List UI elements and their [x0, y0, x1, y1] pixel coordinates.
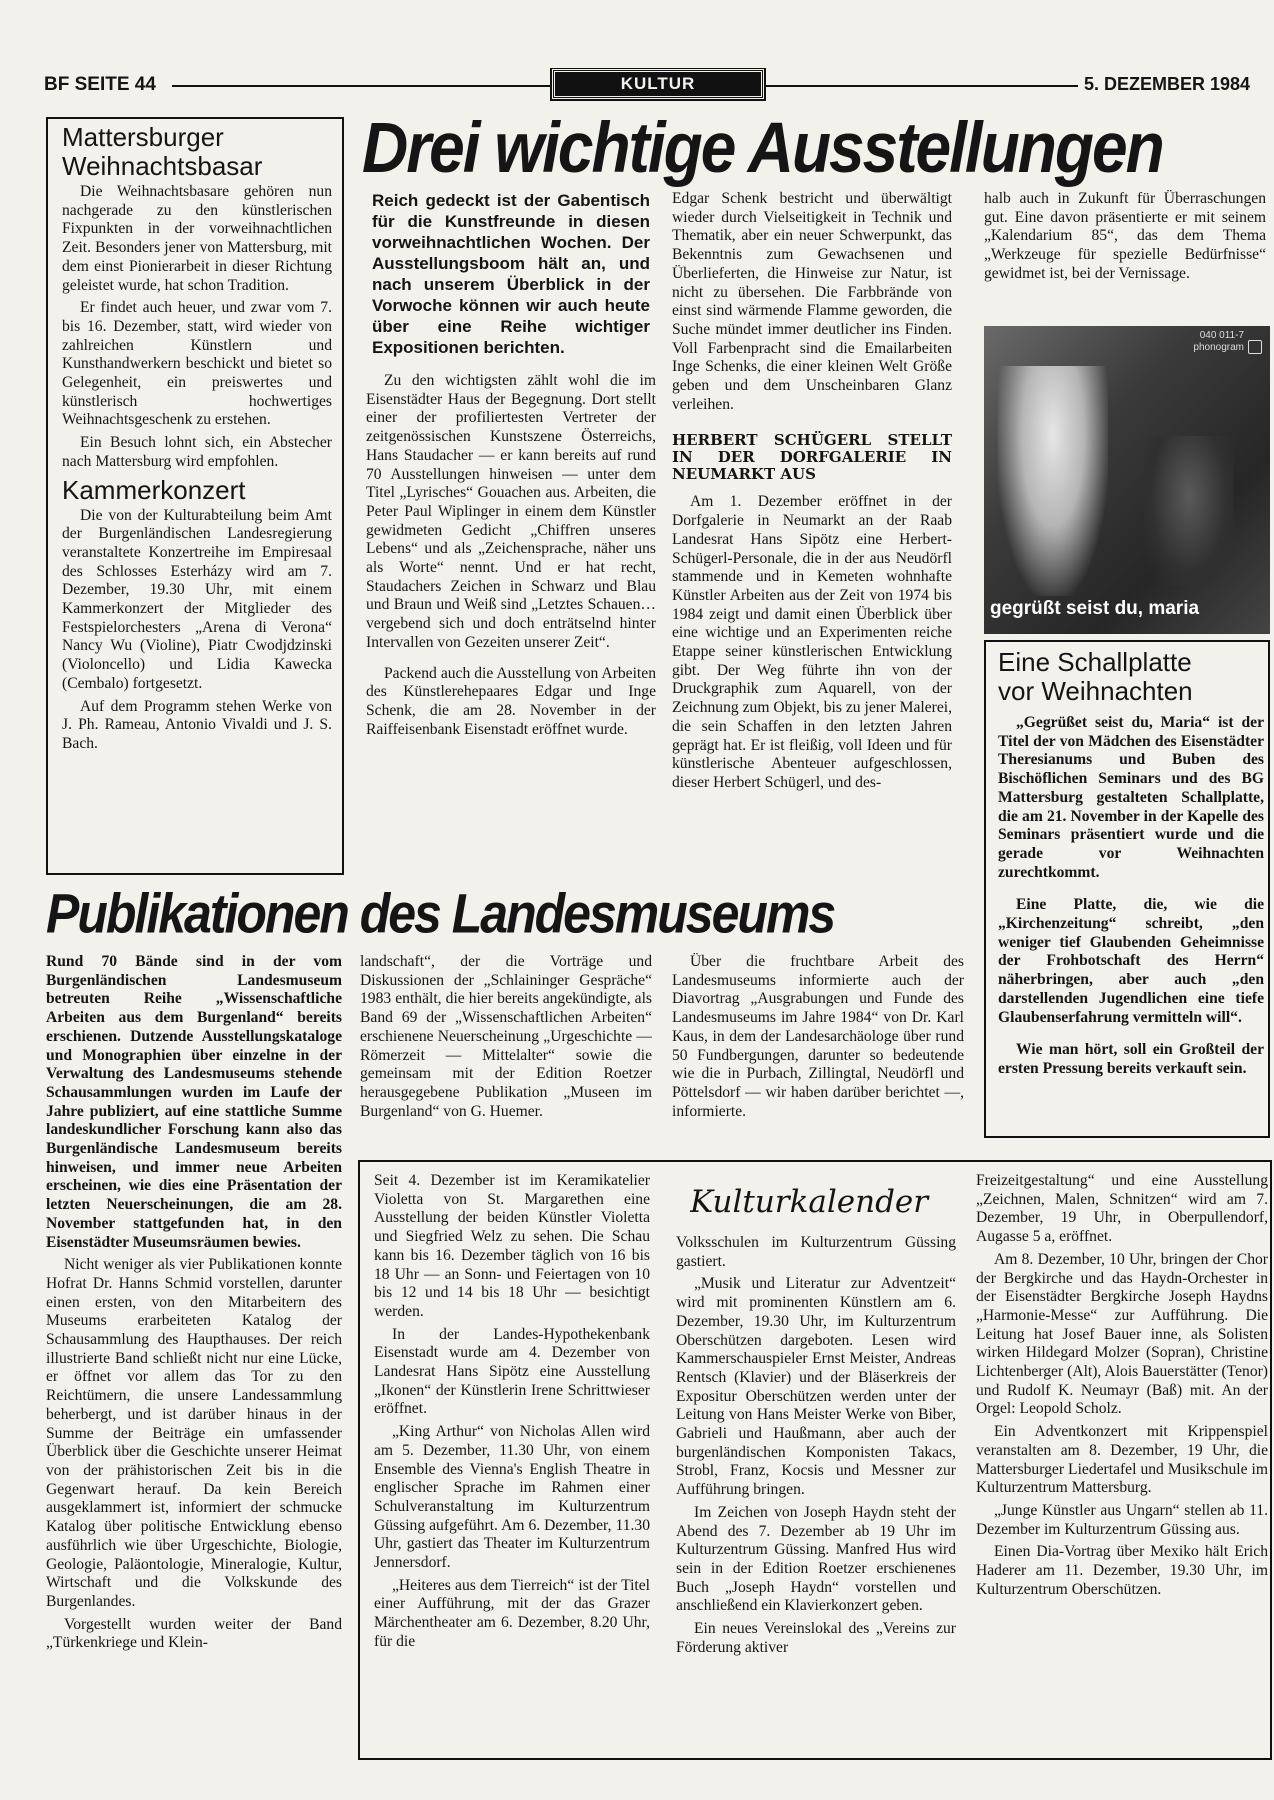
landesmuseum-headline: Publikationen des Landesmuseums	[46, 882, 835, 945]
kalender-entry: Einen Dia-Vortrag über Mexiko hält Erich Haderer am 11. Dezember, 19.30 Uhr, im Kulturzentrum Oberschützen.	[976, 1543, 1268, 1598]
main-headline: Drei wichtige Ausstellungen	[362, 108, 1163, 188]
landesmuseum-lead: Rund 70 Bände sind in der vom Burgenländischen Landesmuseum betreuten Reihe „Wissenschaftliche Arbeiten aus dem Burgenland“ bereits erschienen. Dutzende Ausstellungskataloge und Monographien über einzelne in der Verwaltung des Landesmuseums stehende Schausammlungen wurden im Laufe der Jahre publiziert, auf eine stattliche Summe landeskundlicher Forschung kann also das Burgenländische Landesmuseum bereits hinweisen, und immer neue Arbeiten erscheinen, wie dies eine Präsentation der letzten Neuerscheinungen, die am 28. November stattgefunden hat, in den Eisenstädter Museumsräumen bewies.	[46, 953, 342, 1251]
landesmuseum-paragraph: Nicht weniger als vier Publikationen konnte Hofrat Dr. Hanns Schmid vorstellen, darunter einen ersten, von den Mitarbeitern des Museums erarbeiteten Katalog der Schausammlung des Haupthauses. Der reich illustrierte Band schließt nicht nur eine Lücke, er öffnet vor allem das Tor zu den Reichtümern, die unsere Landessammlung beherbergt, und ist darüber hinaus in der Summe der Beiträge ein umfassender Überblick über die Geschichte unserer Heimat von der prähistorischen Zeit bis in die Gegenwart herauf. Da kein Bereich ausgeklammert ist, informiert der schmucke Katalog über politische Entwicklung ebenso ausführlich wie über Urgeschichte, Biologie, Geologie, Paläontologie, Mineralogie, Kultur, Wirtschaft und die Volkskunde des Burgenlandes.	[46, 1256, 342, 1610]
left-news-box	[46, 117, 344, 875]
main-column-1	[366, 190, 656, 880]
figure-silhouette-right	[1144, 436, 1234, 586]
schallplatte-paragraph: Eine Platte, die, wie die „Kirchenzeitung“ schreibt, „den weniger tief Glaubenden Geheimnisse der Frohbotschaft des Herrn“ näherbringen, aber auch „den darstellenden Jugendlichen eine tiefe Glaubenserfahrung vermitteln will“.	[998, 896, 1264, 1026]
landesmuseum-paragraph: Vorgestellt wurden weiter der Band „Türkenkriege und Klein-	[46, 1615, 342, 1652]
figure-silhouette-left	[998, 366, 1108, 596]
kalender-column-3	[976, 1172, 1268, 1754]
main-paragraph: Packend auch die Ausstellung von Arbeiten des Künstlerehepaares Edgar und Inge Schenk, die am 28. November in der Raiffeisenbank Eisenstadt eröffnet wurde.	[366, 664, 656, 738]
page-number: BF SEITE 44	[44, 74, 156, 95]
kalender-entry: In der Landes-Hypothekenbank Eisenstadt wurde am 4. Dezember von Landesrat Hans Sipötz eine Ausstellung „Ikonen“ der Künstlerin Irene Schrittwieser eröffnet.	[374, 1325, 650, 1418]
kalender-entry: „Heiteres aus dem Tierreich“ ist der Titel einer Aufführung, mit der das Grazer Märchentheater am 6. Dezember, 8.20 Uhr, für die	[374, 1576, 650, 1650]
main-paragraph: halb auch in Zukunft für Überraschungen gut. Eine davon präsentierte er mit seinem „Kalendarium 85“, das dem Thema „Werkzeuge für spezielle Bedürfnisse“ gewidmet ist, bei der Vernissage.	[984, 190, 1266, 282]
kalender-entry: Ein neues Vereinslokal des „Vereins zur Förderung aktiver	[676, 1620, 956, 1656]
kalender-entry: Am 8. Dezember, 10 Uhr, bringen der Chor der Bergkirche und das Haydn-Orchester in der Eisenstädter Bergkirche Joseph Haydns „Harmonie-Messe“ zur Aufführung. Die Leitung hat Josef Bauer inne, als Solisten wirken Hildegard Molzer (Sopran), Christine Lichtenberger (Alt), Alois Bauerstätter (Tenor) und Rudolf K. Neumayr (Baß) mit. An der Orgel: Leopold Scholz.	[976, 1250, 1268, 1418]
schallplatte-box	[984, 640, 1270, 1138]
record-label: phonogram	[1193, 342, 1244, 353]
section-label: KULTUR	[552, 69, 764, 99]
schuegerl-subhead: HERBERT SCHÜGERL STELLT IN DER DORFGALERIE IN NEUMARKT AUS	[672, 431, 952, 484]
kulturkalender-box	[358, 1160, 1272, 1760]
basar-title-line1: Mattersburger	[62, 122, 224, 152]
header-rule-left	[172, 85, 550, 87]
kalender-entry: Freizeitgestaltung“ und eine Ausstellung „Zeichnen, Malen, Schnitzen“ wird am 7. Dezember, 19 Uhr, in Oberpullendorf, Augasse 5 a, eröffnet.	[976, 1172, 1268, 1246]
kalender-entry: „King Arthur“ von Nicholas Allen wird am 5. Dezember, 11.30 Uhr, von einem Ensemble des Vienna's English Theatre in englischer Sprache im Rahmen einer Schulveranstaltung im Kulturzentrum Güssing aufgeführt. Am 6. Dezember, 11.30 Uhr, gastiert das Theater im Kulturzentrum Jennersdorf.	[374, 1423, 650, 1572]
basar-title-line2: Weihnachtsbasar	[62, 151, 263, 181]
kalender-column-2	[676, 1234, 956, 1754]
landesmuseum-paragraph: landschaft“, der die Vorträge und Diskussionen der „Schlaininger Gespräche“ 1983 enthält, die hier bereits angekündigte, als Band 69 der „Wissenschaftlichen Arbeiten“ erschienene Neuerscheinung „Urgeschichte — Römerzeit — Mittelalter“ sowie die gemeinsam mit der Edition Roetzer herausgegebene Publikation „Museen im Burgenland“ von G. Huemer.	[360, 953, 652, 1120]
kalender-column-1	[374, 1172, 650, 1754]
schallplatte-text	[998, 714, 1264, 1079]
main-paragraph: Am 1. Dezember eröffnet in der Dorfgalerie in Neumarkt an der Raab Landesrat Hans Sipötz eine Herbert-Schügerl-Personale, die in der aus Neudörfl stammende und in Kemeten wohnhafte Künstler Arbeiten aus der Zeit von 1974 bis 1984 zeigt und damit einen Überblick über eine wichtige und an Experimenten reiche Etappe seiner künstlerischen Entwicklung gibt. Der Weg führte ihn von der Druckgraphik zum Aquarell, von der Zeichnung zum Objekt, bis zu jener Malerei, die sein Schaffen in den letzten Jahren geprägt hat. Er ist fleißig, voll Ideen und für künstlerische Abenteuer aufgeschlossen, dieser Herbert Schügerl, und des-	[672, 493, 952, 791]
kalender-title: Kulturkalender	[690, 1184, 929, 1220]
schallplatte-title	[998, 648, 1264, 706]
kalender-entry: Volksschulen im Kulturzentrum Güssing gastiert.	[676, 1234, 956, 1270]
basar-paragraph: Er findet auch heuer, und zwar vom 7. bis 16. Dezember, statt, wird wieder von zahlreichen Künstlern und Kunsthandwerkern beschickt und bietet so Gelegenheit, ein preiswertes und künstlerisch hochwertiges Weihnachtsgeschenk zu erstehen.	[62, 299, 332, 429]
main-lead: Reich gedeckt ist der Gabentisch für die Kunstfreunde in diesen vorweihnachtlichen Wochen. Der Ausstellungsboom hält an, und nach unserem Überblick in der Vorwoche können wir auch heute über eine Reihe wichtiger Expositionen berichten.	[372, 191, 650, 357]
schallplatte-paragraph: „Gegrüßet seist du, Maria“ ist der Titel der von Mädchen des Eisenstädter Theresianums und Buben des Bischöflichen Seminars und des BG Mattersburg gestalteten Schallplatte, die am 21. November in der Kapelle des Seminars präsentiert wurde und die gerade vor Weihnachten zurechtkommt.	[998, 714, 1264, 881]
record-code: 040 011-7	[1199, 330, 1244, 341]
kalender-entry: Seit 4. Dezember ist im Keramikatelier Violetta von St. Margarethen eine Ausstellung der beiden Künstler Violetta und Siegfried Welz zu sehen. Die Schau kann bis 16. Dezember täglich von 16 bis 18 Uhr — an Sonn- und Feiertagen von 10 bis 12 und 14 bis 18 Uhr — besichtigt werden.	[374, 1172, 650, 1320]
landesmuseum-column-3	[672, 953, 964, 1153]
landesmuseum-column-2	[360, 953, 652, 1153]
main-paragraph: Edgar Schenk bestricht und überwältigt wieder durch Vielseitigkeit in Technik und Thematik, aber ein neuer Schwerpunkt, das Bekenntnis zum Gewachsenen und Überlieferten, die Hinweise zur Natur, ist nicht zu übersehen. Die Farbbrände von einst sind wärmende Flamme geworden, die Suche mündet immer deutlicher ins Finden. Voll Farbenpracht sind die Emailarbeiten Inge Schenks, die einer kleinen Welt Größe geben und dem Unscheinbaren Glanz verleihen.	[672, 190, 952, 413]
basar-text	[62, 183, 332, 472]
schallplatte-paragraph: Wie man hört, soll ein Großteil der ersten Pressung bereits verkauft sein.	[998, 1041, 1264, 1077]
landesmuseum-column-1	[46, 953, 342, 1758]
basar-title	[62, 123, 332, 181]
schallplatte-title-line1: Eine Schallplatte	[998, 647, 1192, 677]
page-header	[0, 68, 1274, 104]
kalender-entry: „Junge Künstler aus Ungarn“ stellen ab 11. Dezember im Kulturzentrum Güssing aus.	[976, 1501, 1268, 1538]
kammer-text	[62, 507, 332, 754]
main-paragraph: Zu den wichtigsten zählt wohl die im Eisenstädter Haus der Begegnung. Dort stellt einer der profiliertesten Vertreter der zeitgenössischen Kunstszene Österreichs, Hans Staudacher — er kann bereits auf rund 70 Ausstellungen hinweisen — unter dem Titel „Lyrisches“ Gouachen aus. Arbeiten, die Peter Paul Wiplinger in einem dem Künstler gewidmeten Gedicht „Chiffren unseres Lebens“ und als „Zeichensprache, näher uns als Worte“ nennt. Und er hat recht, Staudachers Zeichen in Schwarz und Blau und Braun und Weiß sind „Letztes Schauen… vergebend sich und doch enträtselnd hinter Intervallen von Gezeiten unserer Zeit“.	[366, 372, 656, 651]
kalender-entry: Im Zeichen von Joseph Haydn steht der Abend des 7. Dezember ab 19 Uhr im Kulturzentrum Güssing. Manfred Hus wird sein in der Edition Roetzer erschienenes Buch „Joseph Haydn“ vorstellen und anschließend ein Klavierkonzert geben.	[676, 1503, 956, 1615]
landesmuseum-paragraph: Über die fruchtbare Arbeit des Landesmuseums informierte auch der Diavortrag „Ausgrabungen und Funde des Landesmuseums im Jahre 1984“ von Dr. Karl Kaus, in dem der Landesarchäologe über rund 50 Fundbergungen, darunter so bedeutende wie die in Purbach, Zillingtal, Neudörfl und Pöttelsdorf — wir haben darüber berichtet —, informierte.	[672, 953, 964, 1120]
kalender-entry: Ein Adventkonzert mit Krippenspiel veranstalten am 8. Dezember, 19 Uhr, die Mattersburger Liedertafel und Musikschule im Kulturzentrum Mattersburg.	[976, 1423, 1268, 1497]
label-logo-icon	[1248, 340, 1262, 354]
basar-paragraph: Ein Besuch lohnt sich, ein Abstecher nach Mattersburg wird empfohlen.	[62, 434, 332, 470]
kammer-paragraph: Die von der Kulturabteilung beim Amt der Burgenländischen Landesregierung veranstaltete Konzertreihe im Empiresaal des Schlosses Esterházy wird am 7. Dezember, 19.30 Uhr, mit einem Kammerkonzert der Mitglieder des Festspielorchesters „Arena di Verona“ Nancy Wu (Violine), Piatr Cwodjdzinski (Violoncello) und Lidia Kawecka (Cembalo) fortgesetzt.	[62, 506, 332, 692]
kammer-paragraph: Auf dem Programm stehen Werke von J. Ph. Rameau, Antonio Vivaldi und J. S. Bach.	[62, 697, 332, 752]
header-rule-right	[766, 85, 1078, 87]
kalender-entry: „Musik und Literatur zur Adventzeit“ wird mit prominenten Künstlern am 6. Dezember, 19.30 Uhr, im Kulturzentrum Oberschützen dargeboten. Lesen wird Kammerschauspieler Ernst Meister, Andreas Rentsch (Klavier) und der Bläserkreis der Expositur Oberschützen werden unter der Leitung von Hans Meister Werke von Biber, Gabrieli und Haußmann, aber auch der burgenländischen Komponisten Takacs, Strobl, Franz, Kocsis und Messner zur Aufführung bringen.	[676, 1275, 956, 1499]
main-column-2	[672, 190, 952, 880]
kammer-title: Kammerkonzert	[62, 474, 246, 505]
schallplatte-title-line2: vor Weihnachten	[998, 676, 1193, 706]
photo-caption: gegrüßt seist du, maria	[990, 598, 1200, 619]
record-cover-photo	[984, 326, 1270, 634]
basar-paragraph: Die Weihnachtsbasare gehören nun nachgerade zu den künstlerischen Fixpunkten in der vorweihnachtlichen Zeit. Besonders jener von Mattersburg, mit dem einst Pionierarbeit in dieser Richtung geleistet wurde, hat schon Tradition.	[62, 183, 332, 294]
main-column-3	[984, 190, 1266, 302]
page-date: 5. DEZEMBER 1984	[1084, 74, 1251, 94]
